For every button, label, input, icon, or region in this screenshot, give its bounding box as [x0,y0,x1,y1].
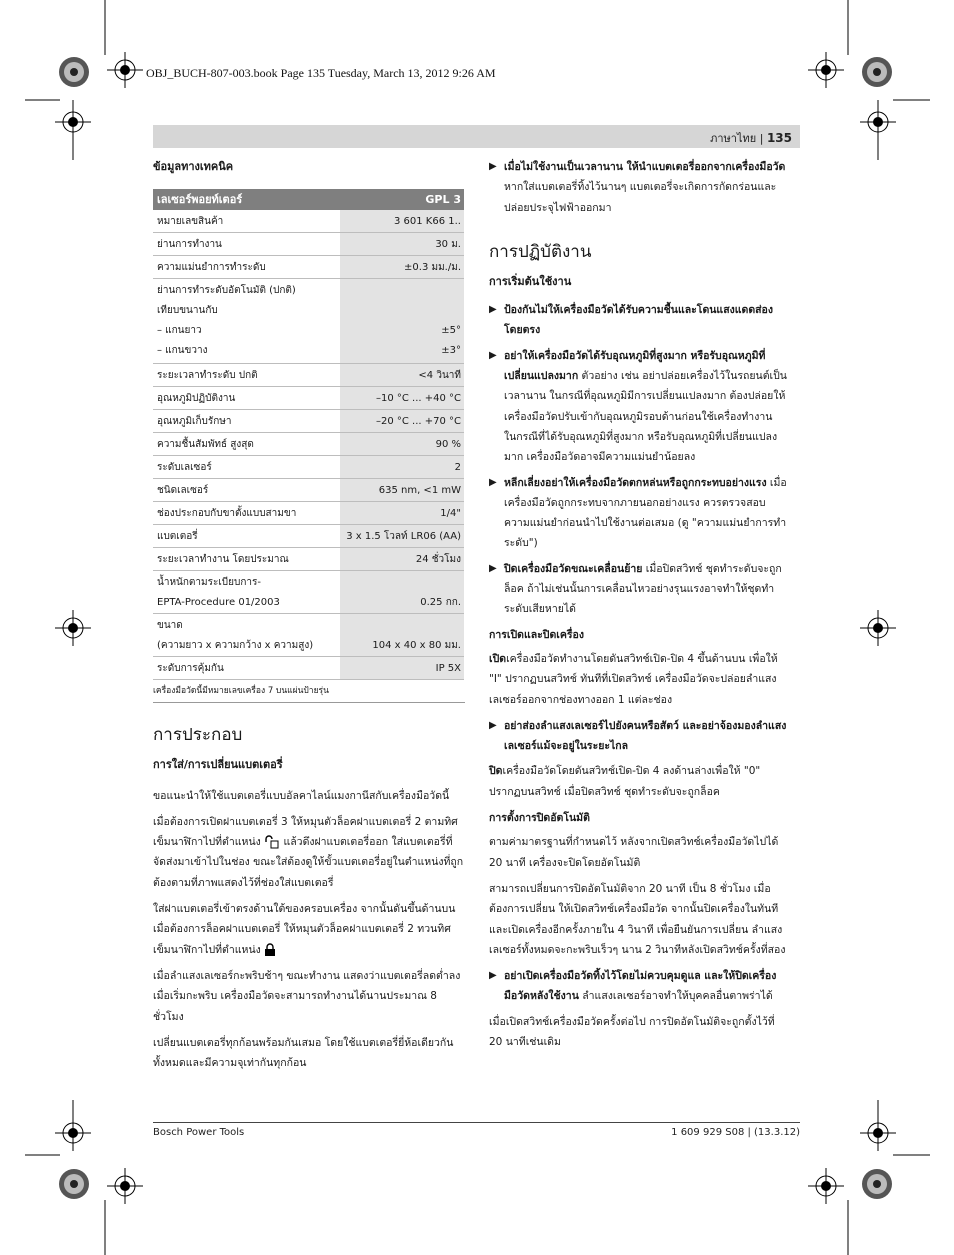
lock-icon [264,943,276,957]
paragraph: ใส่ฝาแบตเตอรี่เข้าตรงด้านใต้ของครอบเครื่อง จากนั้นดันขึ้นด้านบน เมื่อต้องการล็อคฝาแบตเตอรี่ ให้หมุนตัวล็อคฝาแบตเตอรี่ 2 ทวนทิศเข็มนาฬิกาไปที่ตำแหน่ง [153,903,456,956]
table-row: ระดับการคุ้มกัน IP 5X [153,657,464,680]
spec-table [153,189,464,680]
language-label: ภาษาไทย [710,132,757,145]
paragraph: เมื่อเปิดสวิทช์เครื่องมือวัดครั้งต่อไป การปิดอัตโนมัติจะถูกตั้งไว้ที่ 20 นาทีเช่นเดิม [489,1015,775,1048]
battery-heading: การใส่/การเปลี่ยนแบตเตอรี่ [153,758,283,772]
startup-heading: การเริ่มต้นใช้งาน [489,274,572,288]
table-row: อุณหภูมิเก็บรักษา –20 °C ... +70 °C [153,410,464,433]
table-row: ระยะเวลาทำระดับ ปกติ <4 วินาที [153,364,464,387]
right-column [489,157,787,1058]
warning-bullet: ▶ อย่าส่องลำแสงเลเซอร์ไปยังคนหรือสัตว์ และอย่าจ้องมองลำแสงเลเซอร์แม้จะอยู่ในระยะไกล [489,716,787,757]
page-number: 135 [766,131,792,145]
unlock-icon [264,835,280,849]
separator: | [759,132,764,145]
table-row: ความแม่นยำการทำระดับ ±0.3 มม./ม. [153,256,464,279]
table-row: ขนาด (ความยาว x ความกว้าง x ความสูง) 104 x 40 x 80 มม. [153,614,464,657]
autooff-heading: การตั้งการปิดอัตโนมัติ [489,812,590,825]
tech-data-heading: ข้อมูลทางเทคนิค [153,160,234,173]
page-header-text [710,129,792,147]
left-column [153,157,465,1079]
table-row: ชนิดเลเซอร์ 635 nm, <1 mW [153,479,464,502]
paragraph: สามารถเปลี่ยนการปิดอัตโนมัติจาก 20 นาที เป็น 8 ชั่วโมง เมื่อต้องการเปลี่ยน ให้เปิดสวิทช์เครื่องมือวัด จากนั้นปิดเครื่องในทันทีและเปิดเครื่องอีกครั้งภายใน 4 วินาที เพื่อยืนยันการเปลี่ยน ลำแสงเลเซอร์ทั้งหมดจะกะพริบเร็วๆ นาน 2 วินาทีหลังเปิดสวิทช์ครั้งที่สอง [489,882,786,956]
table-head-value: GPL 3 [340,189,464,210]
table-footnote: เครื่องมือวัดนี้มีหมายเลขเครื่อง 7 บนแผ่นป้ายรุ่น [153,683,465,703]
table-row: หมายเลขสินค้า 3 601 K66 1.. [153,210,464,233]
footer-doc-number: 1 609 929 S08 | (13.3.12) [671,1127,800,1138]
warning-bullet: ▶ ป้องกันไม่ให้เครื่องมือวัดได้รับความชื้นและโดนแสงแดดส่องโดยตรง [489,300,787,341]
table-row: ความชื้นสัมพัทธ์ สูงสุด 90 % [153,433,464,456]
table-row: ย่านการทำงาน 30 ม. [153,233,464,256]
onoff-heading: การเปิดและปิดเครื่อง [489,628,584,641]
print-header: OBJ_BUCH-807-003.book Page 135 Tuesday, March 13, 2012 9:26 AM [146,66,496,80]
table-row: น้ำหนักตามระเบียบการ- EPTA-Procedure 01/2003 0.25 กก. [153,571,464,614]
footer-brand: Bosch Power Tools [153,1127,245,1138]
warning-bullet: ▶ ปิดเครื่องมือวัดขณะเคลื่อนย้าย เมื่อปิดสวิทช์ ชุดทำระดับจะถูกล็อค ถ้าไม่เช่นนั้นการเคลื่อนไหวอย่างรุนแรงอาจทำให้ชุดทำระดับเสียหายได้ [489,559,787,620]
paragraph: ตามค่ามาตรฐานที่กำหนดไว้ หลังจากเปิดสวิทช์เครื่องมือวัดไปได้ 20 นาที เครื่องจะปิดโดยอัตโนมัติ [489,836,779,869]
operation-heading: การปฏิบัติงาน [489,241,592,262]
table-row: แบตเตอรี่ 3 x 1.5 โวลท์ LR06 (AA) [153,525,464,548]
table-row: ระดับเลเซอร์ 2 [153,456,464,479]
warning-bullet: ▶ หลีกเลี่ยงอย่าให้เครื่องมือวัดตกหล่นหรือถูกกระทบอย่างแรง เมื่อเครื่องมือวัดถูกกระทบจากภายนอกอย่างแรง ควรตรวจสอบความแม่นยำก่อนนำไปใช้งานต่อเสมอ (ดู "ความแม่นยำการทำระดับ") [489,473,787,554]
page-header [153,125,800,148]
table-header-row [153,189,464,210]
paragraph: ขอแนะนำให้ใช้แบตเตอรี่แบบอัลคาไลน์แมงกานีสกับเครื่องมือวัดนี้ [153,789,450,802]
warning-bullet: ▶ อย่าเปิดเครื่องมือวัดทิ้งไว้โดยไม่ควบคุมดูแล และให้ปิดเครื่องมือวัดหลังใช้งาน ลำแสงเลเซอร์อาจทำให้บุคคลอื่นตาพร่าได้ [489,966,787,1007]
assembly-heading: การประกอบ [153,725,243,746]
paragraph: ปิดเครื่องมือวัดโดยดันสวิทช์เปิด-ปิด 4 ลงด้านล่างเพื่อให้ "0" ปรากฏบนสวิทช์ เมื่อปิดสวิทช์ ชุดทำระดับจะถูกล็อค [489,765,761,798]
table-row: ช่องประกอบกับขาตั้งแบบสามขา 1/4" [153,502,464,525]
warning-bullet: ▶ เมื่อไม่ใช้งานเป็นเวลานาน ให้นำแบตเตอรี่ออกจากเครื่องมือวัด หากใส่แบตเตอรี่ทิ้งไว้นานๆ แบตเตอรี่จะเกิดการกัดกร่อนและปล่อยประจุไฟฟ้าออกมา [489,157,787,218]
paragraph: เมื่อต้องการเปิดฝาแบตเตอรี่ 3 ให้หมุนตัวล็อคฝาแบตเตอรี่ 2 ตามทิศเข็มนาฬิกาไปที่ตำแหน่ง แล้วดึงฝาแบตเตอรี่ออก ใส่แบตเตอรี่ที่จัดส่งมาเข้าไปในช่อง ขณะใส่ต้องดูให้ขั้วแบตเตอรี่อยู่ในตำแหน่งที่ถูกต้องตามที่ภาพแสดงไว้ที่ช่องใส่แบตเตอรี่ [153,815,464,889]
paragraph: เปิดเครื่องมือวัดทำงานโดยดันสวิทช์เปิด-ปิด 4 ขึ้นด้านบน เพื่อให้ "I" ปรากฏบนสวิทช์ ทันทีที่เปิดสวิทช์ เครื่องมือวัดจะปล่อยลำแสงเลเซอร์ออกจากช่องทางออก 1 แต่ละช่อง [489,652,778,706]
paragraph: เมื่อลำแสงเลเซอร์กะพริบช้าๆ ขณะทำงาน แสดงว่าแบตเตอรี่ลดต่ำลง เมื่อเริ่มกะพริบ เครื่องมือวัดจะสามารถทำงานได้นานประมาณ 8 ชั่วโมง [153,969,461,1023]
paragraph: เปลี่ยนแบตเตอรี่ทุกก้อนพร้อมกันเสมอ โดยใช้แบตเตอรี่ยี่ห้อเดียวกันทั้งหมดและมีความจุเท่ากันทุกก้อน [153,1036,454,1070]
table-head-label: เลเซอร์พอยท์เตอร์ [153,189,340,210]
warning-bullet: ▶ อย่าให้เครื่องมือวัดได้รับอุณหภูมิที่สูงมาก หรือรับอุณหภูมิที่เปลี่ยนแปลงมาก ตัวอย่าง เช่น อย่าปล่อยเครื่องไว้ในรถยนต์เป็นเวลานาน ในกรณีที่อุณหภูมิมีการเปลี่ยนแปลงมาก ต้องปล่อยให้เครื่องมือวัดปรับเข้ากับอุณหภูมิรอบด้านก่อนใช้เครื่องทำงาน ในกรณีที่ได้รับอุณหภูมิที่สูงมาก หรือรับอุณหภูมิที่เปลี่ยนแปลงมาก เครื่องมือวัดอาจมีความแม่นยำน้อยลง [489,346,787,468]
table-row: ย่านการทำระดับอัตโนมัติ (ปกติ) เทียบขนานกับ – แกนยาว – แกนขวาง ±5° ±3° [153,279,464,364]
table-row: ระยะเวลาทำงาน โดยประมาณ 24 ชั่วโมง [153,548,464,571]
footer-rule [153,1122,800,1123]
table-row: อุณหภูมิปฏิบัติงาน –10 °C ... +40 °C [153,387,464,410]
